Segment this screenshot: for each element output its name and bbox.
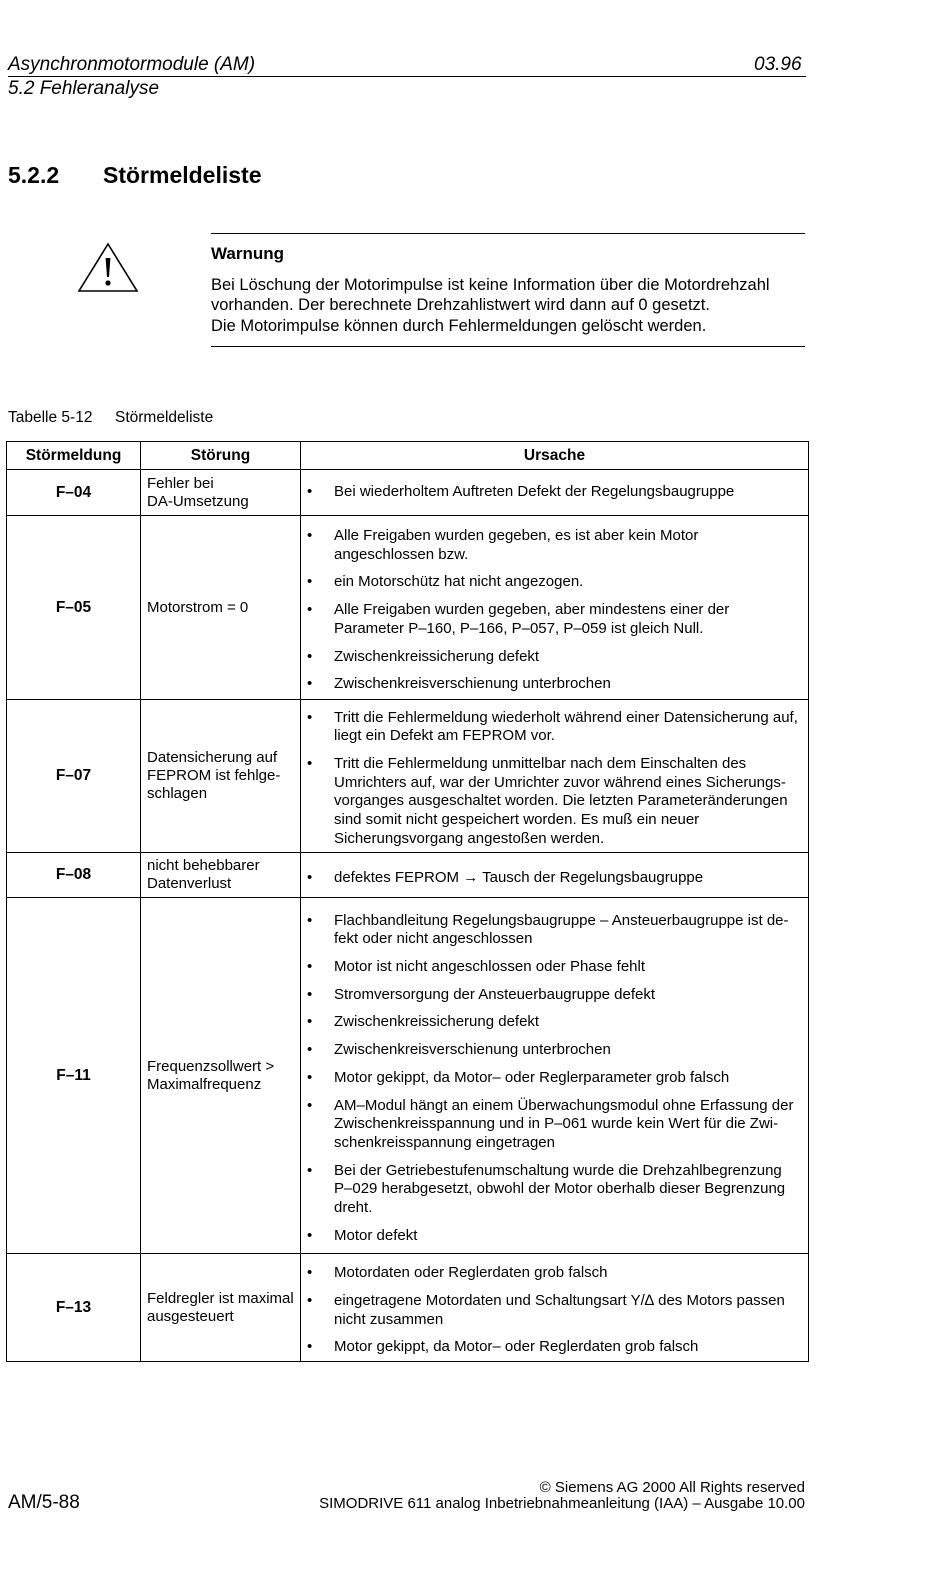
- cause-line: • ein Motorschütz hat nicht angezogen.: [334, 573, 584, 591]
- running-header-date: 03.96: [754, 54, 802, 75]
- fault-code: F–04: [7, 470, 141, 516]
- table-caption-title: Störmeldeliste: [115, 409, 214, 426]
- cause-line: • Stromversorgung der Ansteuerbaugruppe defekt: [334, 985, 656, 1003]
- cause-item: [301, 1292, 808, 1329]
- cause-item: [301, 483, 808, 502]
- cause-line: • Alle Freigaben wurden gegeben, aber mindestens einer der: [334, 601, 730, 619]
- cause-line: fekt oder nicht angeschlossen: [334, 930, 533, 948]
- cause-line: Sicherungsvorgang angestoßen werden.: [334, 829, 605, 847]
- fault-description: [141, 700, 301, 853]
- cause-item: [301, 1069, 808, 1088]
- fault-line: Feldregler ist maximal: [147, 1289, 294, 1307]
- cause-line: angeschlossen bzw.: [334, 545, 469, 563]
- cause-item: [301, 675, 808, 694]
- cause-item: [301, 1013, 808, 1032]
- section-title: Störmeldeliste: [103, 162, 262, 188]
- cause-item: [301, 958, 808, 977]
- warning-bottom-rule: [211, 346, 805, 347]
- cause-line: • Zwischenkreisverschienung unterbrochen: [334, 1041, 611, 1059]
- cause-line: • defektes FEPROM → Tausch der Regelungsbaugruppe: [334, 868, 704, 886]
- table-row: [7, 516, 809, 700]
- cause-line: sind somit nicht gespeichert worden. Es muß ein neuer: [334, 811, 700, 829]
- cause-line: • Bei wiederholtem Auftreten Defekt der Regelungsbaugruppe: [334, 483, 735, 501]
- warning-top-rule: [211, 233, 805, 234]
- fault-line: Datenverlust: [147, 875, 232, 892]
- cause-item: [301, 648, 808, 667]
- fault-description: [141, 898, 301, 1254]
- cause-item: [301, 601, 808, 638]
- table-caption-number: Tabelle 5-12: [8, 409, 93, 426]
- table-row: [7, 470, 809, 516]
- cause-line: Zwischenkreisspannung und in P–061 wurde kein Wert für die Zwi-: [334, 1115, 779, 1133]
- cause-line: • Zwischenkreissicherung defekt: [334, 1013, 540, 1031]
- page-number: AM/5-88: [8, 1492, 80, 1513]
- cause-item: [301, 1041, 808, 1060]
- footer-copyright: © Siemens AG 2000 All Rights reserved: [539, 1479, 805, 1496]
- cause-list: [301, 516, 809, 700]
- running-header-chapter: Asynchronmotormodule (AM): [8, 54, 256, 75]
- fault-description: [141, 516, 301, 700]
- fault-code: F–08: [7, 853, 141, 898]
- cause-line: vorganges ausgeschaltet worden. Die letzten Parameteränderungen: [334, 792, 788, 810]
- cause-line: • Tritt die Fehlermeldung unmittelbar nach dem Einschalten des: [334, 754, 747, 772]
- fault-line: Fehler bei: [147, 474, 214, 492]
- footer-document-title: SIMODRIVE 611 analog Inbetriebnahmeanleitung (IAA) – Ausgabe 10.00: [319, 1495, 805, 1512]
- cause-line: • Motor defekt: [334, 1226, 418, 1244]
- fault-code: F–05: [7, 516, 141, 700]
- fault-description: [141, 853, 301, 898]
- fault-description: [141, 1254, 301, 1362]
- running-header-subsection: 5.2 Fehleranalyse: [8, 78, 160, 99]
- fault-code: F–07: [7, 700, 141, 853]
- cause-item: [301, 1097, 808, 1153]
- cause-item: [301, 573, 808, 592]
- cause-line: Umrichters auf, war der Umrichter zuvor während eines Sicherungs-: [334, 773, 786, 791]
- column-header-code: Störmeldung: [7, 442, 141, 470]
- warning-triangle-icon: [77, 242, 139, 294]
- cause-item: [301, 912, 808, 949]
- column-header-fault: Störung: [141, 442, 301, 470]
- cause-item: [301, 527, 808, 564]
- fault-code: F–11: [7, 898, 141, 1254]
- table-row: [7, 700, 809, 853]
- fault-code: F–13: [7, 1254, 141, 1362]
- fault-line: Motorstrom = 0: [147, 598, 249, 616]
- fault-line: Frequenzsollwert >: [147, 1057, 275, 1075]
- fault-line: nicht behebbarer: [147, 857, 260, 874]
- cause-line: liegt ein Defekt am FEPROM vor.: [334, 727, 555, 745]
- fault-line: schlagen: [147, 785, 208, 802]
- cause-line: • Flachbandleitung Regelungsbaugruppe – Ansteuerbaugruppe ist de-: [334, 911, 789, 929]
- warning-line: Die Motorimpulse können durch Fehlermeldungen gelöscht werden.: [211, 316, 707, 335]
- cause-list: [301, 898, 809, 1254]
- table-row: [7, 898, 809, 1254]
- warning-line: Bei Löschung der Motorimpulse ist keine Information über die Motordrehzahl: [211, 276, 770, 294]
- cause-line: P–029 herabgesetzt, obwohl der Motor oberhalb dieser Begrenzung: [334, 1180, 786, 1198]
- cause-list: [301, 1254, 809, 1362]
- cause-item: [301, 1227, 808, 1246]
- cause-item: [301, 1162, 808, 1218]
- cause-line: • Tritt die Fehlermeldung wiederholt während einer Datensicherung auf,: [334, 708, 798, 726]
- cause-line: • Zwischenkreissicherung defekt: [334, 647, 540, 665]
- cause-line: nicht zusammen: [334, 1310, 444, 1328]
- cause-item: [301, 986, 808, 1005]
- cause-line: Parameter P–160, P–166, P–057, P–059 ist gleich Null.: [334, 619, 704, 637]
- cause-line: • Bei der Getriebestufenumschaltung wurde die Drehzahlbegrenzung: [334, 1161, 782, 1179]
- table-row: [7, 853, 809, 898]
- fault-table: [6, 441, 809, 1362]
- cause-item: [301, 869, 808, 888]
- cause-line: dreht.: [334, 1199, 373, 1217]
- cause-line: • Zwischenkreisverschienung unterbrochen: [334, 675, 611, 693]
- column-header-cause: Ursache: [301, 442, 809, 470]
- cause-line: • Motor gekippt, da Motor– oder Reglerdaten grob falsch: [334, 1338, 699, 1356]
- fault-line: Datensicherung auf: [147, 749, 278, 766]
- cause-line: schenkreisspannung eingetragen: [334, 1133, 555, 1151]
- cause-list: [301, 700, 809, 853]
- cause-line: • eingetragene Motordaten und Schaltungsart Y/∆ des Motors passen: [334, 1291, 785, 1309]
- cause-line: • Motor ist nicht angeschlossen oder Phase fehlt: [334, 957, 646, 975]
- warning-text: [211, 275, 805, 336]
- table-header-row: [7, 442, 809, 470]
- cause-item: [301, 1338, 808, 1357]
- cause-line: • Motordaten oder Reglerdaten grob falsch: [334, 1264, 608, 1282]
- warning-line: vorhanden. Der berechnete Drehzahlistwert wird dann auf 0 gesetzt.: [211, 296, 710, 315]
- fault-line: FEPROM ist fehlge-: [147, 767, 281, 784]
- cause-item: [301, 709, 808, 746]
- cause-list: [301, 470, 809, 516]
- fault-description: [141, 470, 301, 516]
- fault-line: Maximalfrequenz: [147, 1075, 262, 1093]
- cause-list: [301, 853, 809, 898]
- cause-item: [301, 755, 808, 849]
- cause-item: [301, 1264, 808, 1283]
- header-rule: [8, 76, 806, 77]
- fault-line: DA-Umsetzung: [147, 492, 249, 510]
- warning-title: Warnung: [211, 244, 285, 263]
- fault-line: ausgesteuert: [147, 1307, 234, 1325]
- section-number: 5.2.2: [8, 162, 60, 188]
- cause-line: • AM–Modul hängt an einem Überwachungsmodul ohne Erfassung der: [334, 1096, 794, 1114]
- cause-line: • Alle Freigaben wurden gegeben, es ist aber kein Motor: [334, 527, 699, 545]
- table-row: [7, 1254, 809, 1362]
- cause-line: • Motor gekippt, da Motor– oder Reglerparameter grob falsch: [334, 1068, 730, 1086]
